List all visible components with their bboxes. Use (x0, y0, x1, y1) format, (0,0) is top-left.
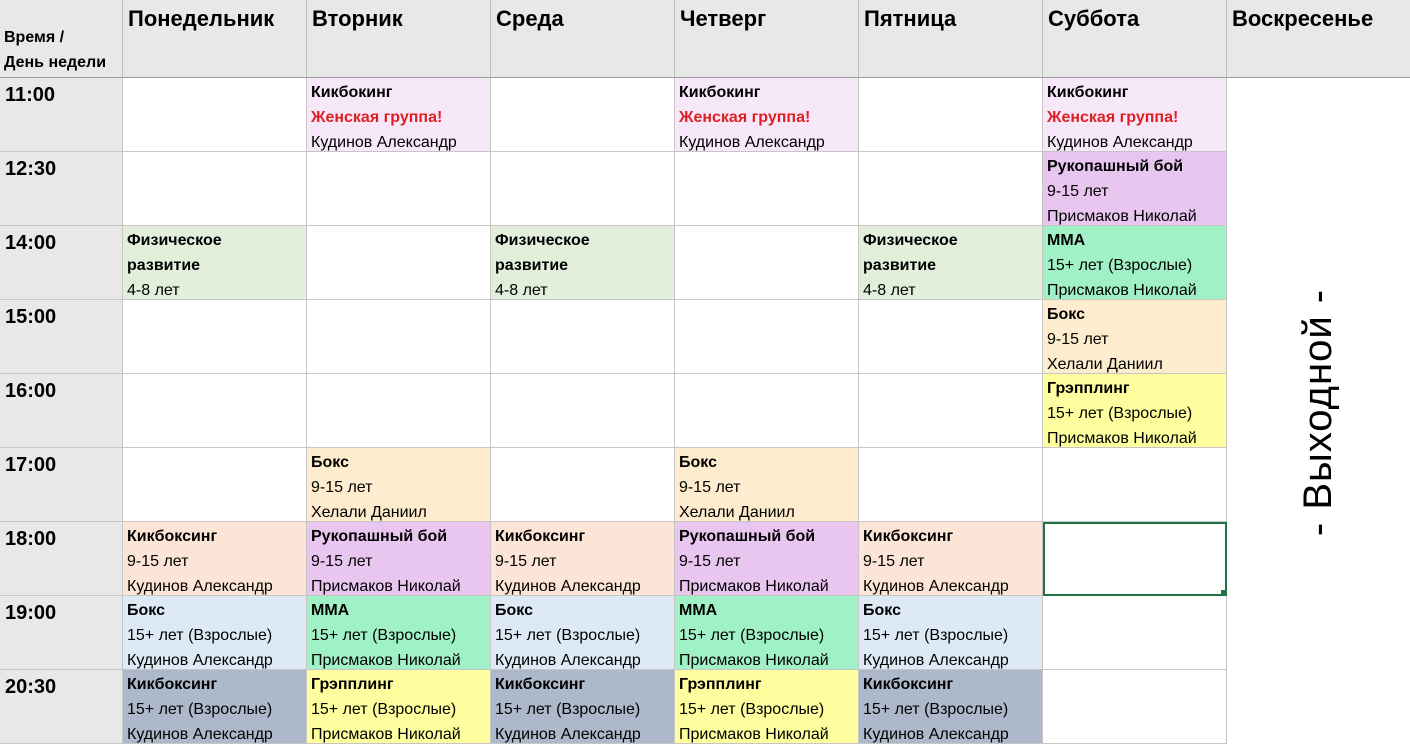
class-cell-wednesday[interactable] (491, 226, 675, 300)
class-entry (311, 524, 486, 596)
empty-cell-friday[interactable] (859, 448, 1043, 522)
class-instructor: Кудинов Александр (495, 578, 641, 595)
class-instructor: Хелали Даниил (679, 504, 795, 521)
class-entry (1047, 154, 1222, 226)
class-cell-wednesday[interactable] (491, 596, 675, 670)
class-entry (1047, 376, 1222, 448)
class-title: Бокс (311, 454, 349, 471)
class-entry (127, 524, 302, 596)
corner-header-line2: День недели (4, 54, 107, 71)
empty-cell-friday[interactable] (859, 78, 1043, 152)
class-age-group: 9-15 лет (311, 553, 373, 570)
class-entry (495, 524, 670, 596)
class-age-group: 15+ лет (Взрослые) (495, 701, 641, 718)
class-instructor: Кудинов Александр (495, 726, 641, 743)
class-age-group: 9-15 лет (311, 479, 373, 496)
class-age-group: 15+ лет (Взрослые) (127, 701, 273, 718)
corner-header-label (4, 25, 106, 75)
empty-cell-friday[interactable] (859, 300, 1043, 374)
class-entry (679, 598, 854, 670)
class-title: Бокс (863, 602, 901, 619)
class-age-group: 9-15 лет (127, 553, 189, 570)
day-header-friday[interactable]: Пятница (859, 0, 1043, 78)
class-title: Рукопашный бой (1047, 158, 1184, 175)
corner-header-cell[interactable] (0, 0, 123, 78)
day-header-sunday[interactable]: Воскресенье (1227, 0, 1410, 78)
class-age-group: 4-8 лет (127, 282, 180, 299)
empty-cell-tuesday[interactable] (307, 300, 491, 374)
class-instructor: Присмаков Николай (679, 652, 829, 669)
time-cell[interactable]: 19:00 (0, 596, 123, 670)
class-title: Физическое (863, 232, 958, 249)
class-instructor: Кудинов Александр (863, 578, 1009, 595)
class-title-continued: развитие (495, 257, 569, 274)
class-age-group: 4-8 лет (863, 282, 916, 299)
empty-cell-tuesday[interactable] (307, 226, 491, 300)
class-entry (127, 598, 302, 670)
class-alert-note: Женская группа! (679, 109, 811, 126)
class-cell-tuesday[interactable] (307, 670, 491, 744)
class-age-group: 15+ лет (Взрослые) (863, 627, 1009, 644)
corner-header-line1: Время / (4, 29, 65, 46)
class-cell-friday[interactable] (859, 522, 1043, 596)
class-instructor: Присмаков Николай (1047, 430, 1197, 447)
class-instructor: Кудинов Александр (127, 578, 273, 595)
class-title: Кикбоксинг (127, 528, 218, 545)
class-cell-thursday[interactable] (675, 596, 859, 670)
class-entry (495, 672, 670, 744)
class-cell-tuesday[interactable] (307, 78, 491, 152)
class-entry (127, 672, 302, 744)
time-cell[interactable]: 18:00 (0, 522, 123, 596)
day-header-wednesday[interactable]: Среда (491, 0, 675, 78)
class-instructor: Присмаков Николай (679, 578, 829, 595)
empty-cell-saturday[interactable] (1043, 448, 1227, 522)
fill-handle[interactable] (1221, 590, 1227, 596)
class-entry (1047, 80, 1222, 152)
empty-cell-saturday[interactable] (1043, 596, 1227, 670)
empty-cell-wednesday[interactable] (491, 78, 675, 152)
class-cell-tuesday[interactable] (307, 448, 491, 522)
class-entry (311, 672, 486, 744)
day-header-monday[interactable]: Понедельник (123, 0, 307, 78)
class-title: Кикбоксинг (495, 528, 586, 545)
class-title: Кикбоксинг (495, 676, 586, 693)
class-cell-saturday[interactable] (1043, 374, 1227, 448)
class-age-group: 9-15 лет (679, 479, 741, 496)
class-cell-thursday[interactable] (675, 448, 859, 522)
class-instructor: Кудинов Александр (679, 134, 825, 151)
class-entry (679, 80, 854, 152)
class-cell-tuesday[interactable] (307, 596, 491, 670)
class-instructor: Кудинов Александр (311, 134, 457, 151)
class-title: Кикбокинг (311, 84, 393, 101)
class-entry (679, 524, 854, 596)
empty-cell-wednesday[interactable] (491, 448, 675, 522)
time-cell[interactable]: 11:00 (0, 78, 123, 152)
class-cell-wednesday[interactable] (491, 522, 675, 596)
class-cell-monday[interactable] (123, 522, 307, 596)
class-cell-monday[interactable] (123, 670, 307, 744)
selected-cell[interactable] (1043, 522, 1227, 596)
day-header-thursday[interactable]: Четверг (675, 0, 859, 78)
class-age-group: 4-8 лет (495, 282, 548, 299)
empty-cell-wednesday[interactable] (491, 152, 675, 226)
empty-cell-monday[interactable] (123, 152, 307, 226)
class-title: Кикбоксинг (127, 676, 218, 693)
class-instructor: Кудинов Александр (127, 652, 273, 669)
time-cell[interactable]: 12:30 (0, 152, 123, 226)
class-title: ММА (679, 602, 718, 619)
empty-cell-friday[interactable] (859, 374, 1043, 448)
class-entry (863, 672, 1038, 744)
class-entry (311, 450, 486, 522)
class-title: Кикбокинг (1047, 84, 1129, 101)
class-entry (863, 524, 1038, 596)
class-cell-saturday[interactable] (1043, 78, 1227, 152)
empty-cell-wednesday[interactable] (491, 374, 675, 448)
empty-cell-thursday[interactable] (675, 300, 859, 374)
class-title: ММА (1047, 232, 1086, 249)
class-entry (863, 598, 1038, 670)
empty-cell-saturday[interactable] (1043, 670, 1227, 744)
class-cell-tuesday[interactable] (307, 522, 491, 596)
class-age-group: 15+ лет (Взрослые) (495, 627, 641, 644)
class-title: Бокс (127, 602, 165, 619)
class-entry (863, 228, 1038, 300)
class-title: Бокс (495, 602, 533, 619)
class-age-group: 9-15 лет (1047, 331, 1109, 348)
class-entry (311, 598, 486, 670)
class-cell-saturday[interactable] (1043, 300, 1227, 374)
class-age-group: 9-15 лет (863, 553, 925, 570)
class-instructor: Кудинов Александр (127, 726, 273, 743)
class-cell-friday[interactable] (859, 226, 1043, 300)
class-title: ММА (311, 602, 350, 619)
time-cell[interactable]: 17:00 (0, 448, 123, 522)
sunday-day-off-cell[interactable] (1227, 78, 1410, 744)
class-instructor: Присмаков Николай (311, 726, 461, 743)
class-entry (127, 228, 302, 300)
class-instructor: Кудинов Александр (495, 652, 641, 669)
class-instructor: Кудинов Александр (863, 652, 1009, 669)
class-title: Бокс (1047, 306, 1085, 323)
empty-cell-thursday[interactable] (675, 226, 859, 300)
class-title: Кикбоксинг (863, 528, 954, 545)
class-age-group: 15+ лет (Взрослые) (1047, 257, 1193, 274)
class-entry (311, 80, 486, 152)
class-cell-friday[interactable] (859, 596, 1043, 670)
class-age-group: 9-15 лет (679, 553, 741, 570)
class-instructor: Присмаков Николай (1047, 208, 1197, 225)
class-instructor: Присмаков Николай (311, 578, 461, 595)
class-title-continued: развитие (127, 257, 201, 274)
class-cell-thursday[interactable] (675, 78, 859, 152)
class-title: Кикбокинг (679, 84, 761, 101)
class-age-group: 15+ лет (Взрослые) (1047, 405, 1193, 422)
empty-cell-friday[interactable] (859, 152, 1043, 226)
sunday-day-off-label: - Выходной - (1296, 288, 1341, 536)
class-title: Рукопашный бой (679, 528, 816, 545)
class-age-group: 15+ лет (Взрослые) (311, 627, 457, 644)
class-title: Кикбоксинг (863, 676, 954, 693)
empty-cell-tuesday[interactable] (307, 152, 491, 226)
class-instructor: Присмаков Николай (311, 652, 461, 669)
class-age-group: 15+ лет (Взрослые) (127, 627, 273, 644)
class-age-group: 9-15 лет (495, 553, 557, 570)
class-title: Физическое (495, 232, 590, 249)
time-cell[interactable]: 14:00 (0, 226, 123, 300)
class-cell-wednesday[interactable] (491, 670, 675, 744)
class-cell-monday[interactable] (123, 226, 307, 300)
class-instructor: Хелали Даниил (311, 504, 427, 521)
class-cell-monday[interactable] (123, 596, 307, 670)
class-instructor: Кудинов Александр (863, 726, 1009, 743)
class-cell-thursday[interactable] (675, 670, 859, 744)
class-title: Грэпплинг (311, 676, 394, 693)
empty-cell-monday[interactable] (123, 78, 307, 152)
empty-cell-monday[interactable] (123, 448, 307, 522)
class-instructor: Присмаков Николай (679, 726, 829, 743)
class-cell-friday[interactable] (859, 670, 1043, 744)
class-alert-note: Женская группа! (311, 109, 443, 126)
class-entry (1047, 228, 1222, 300)
empty-cell-thursday[interactable] (675, 152, 859, 226)
class-title: Рукопашный бой (311, 528, 448, 545)
class-age-group: 9-15 лет (1047, 183, 1109, 200)
class-age-group: 15+ лет (Взрослые) (679, 701, 825, 718)
empty-cell-thursday[interactable] (675, 374, 859, 448)
class-entry (679, 450, 854, 522)
class-title: Бокс (679, 454, 717, 471)
class-title: Грэпплинг (1047, 380, 1130, 397)
day-header-tuesday[interactable]: Вторник (307, 0, 491, 78)
class-entry (679, 672, 854, 744)
class-cell-thursday[interactable] (675, 522, 859, 596)
class-title: Грэпплинг (679, 676, 762, 693)
class-entry (495, 598, 670, 670)
empty-cell-monday[interactable] (123, 374, 307, 448)
class-instructor: Кудинов Александр (1047, 134, 1193, 151)
class-cell-saturday[interactable] (1043, 152, 1227, 226)
class-entry (495, 228, 670, 300)
class-age-group: 15+ лет (Взрослые) (311, 701, 457, 718)
class-age-group: 15+ лет (Взрослые) (679, 627, 825, 644)
empty-cell-tuesday[interactable] (307, 374, 491, 448)
empty-cell-monday[interactable] (123, 300, 307, 374)
class-alert-note: Женская группа! (1047, 109, 1179, 126)
class-entry (1047, 302, 1222, 374)
class-cell-saturday[interactable] (1043, 226, 1227, 300)
class-instructor: Присмаков Николай (1047, 282, 1197, 299)
class-title: Физическое (127, 232, 222, 249)
day-header-saturday[interactable]: Суббота (1043, 0, 1227, 78)
time-cell[interactable]: 15:00 (0, 300, 123, 374)
empty-cell-wednesday[interactable] (491, 300, 675, 374)
class-title-continued: развитие (863, 257, 937, 274)
time-cell[interactable]: 20:30 (0, 670, 123, 744)
class-instructor: Хелали Даниил (1047, 356, 1163, 373)
class-age-group: 15+ лет (Взрослые) (863, 701, 1009, 718)
time-cell[interactable]: 16:00 (0, 374, 123, 448)
